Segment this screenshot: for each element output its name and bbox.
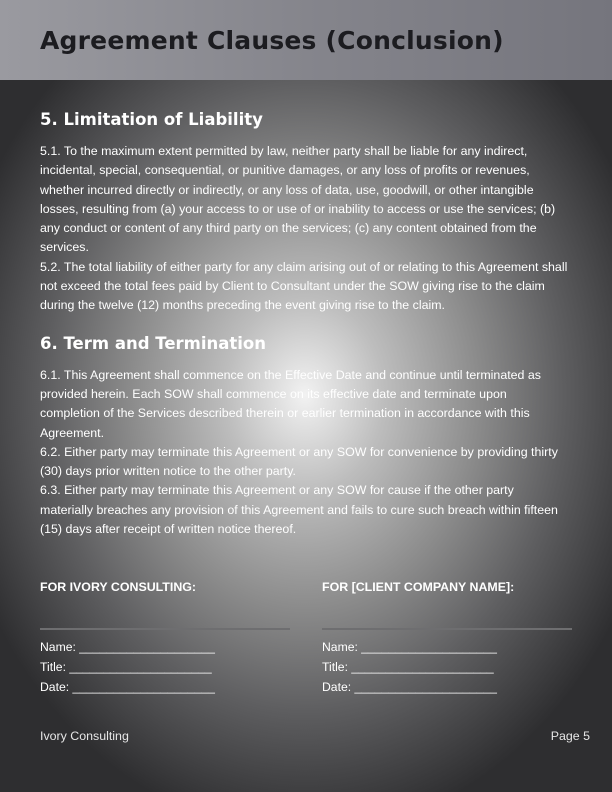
clause-6-2: 6.2. Either party may terminate this Agreement or any SOW for convenience by providing thirty (30) days prior written notice to the other party. (40, 444, 558, 479)
section-heading: 5. Limitation of Liability (40, 110, 263, 129)
page-header (0, 0, 612, 80)
clause-6-3: 6.3. Either party may terminate this Agreement or any SOW for cause if the other party materially breaches any provision of this Agreement and fails to cure such breach within fifteen (15) days after receipt of written notice thereof. (40, 483, 558, 537)
signature-client-company (322, 578, 572, 694)
signature-line (40, 628, 290, 630)
signature-ivory-consulting (40, 578, 290, 694)
footer-company: Ivory Consulting (40, 729, 129, 743)
clause-5-2: 5.2. The total liability of either party for any claim arising out of or relating to this Agreement shall not exceed the total fees paid by Client to Consultant under the SOW giving rise to the claim during the twelve (12) months preceding the event giving rise to the claim. (40, 259, 568, 313)
section-limitation-of-liability (40, 108, 568, 316)
document-body (40, 108, 568, 555)
date-field: Date: _____________________ (322, 680, 497, 694)
clause-6-1: 6.1. This Agreement shall commence on the Effective Date and continue until terminated as provided herein. Each SOW shall commence on its effective date and terminate upon completion of the Services described therein or earlier termination in accordance with this Agreement. (40, 367, 541, 440)
title-field: Title: _____________________ (40, 660, 212, 674)
name-field: Name: ____________________ (322, 640, 497, 654)
date-field: Date: _____________________ (40, 680, 215, 694)
clause-5-1: 5.1. To the maximum extent permitted by law, neither party shall be liable for any indirect, incidental, special, consequential, or punitive damages, or any loss of profits or revenues, whether incurred directly or indirectly, or any loss of data, use, goodwill, or other intangible losses, resulting from (a) your access to or use of or inability to access or use the services; (b) any conduct or content of any third party on the services; (c) any content obtained from the services. (40, 144, 556, 255)
name-field: Name: ____________________ (40, 640, 215, 654)
title-field: Title: _____________________ (322, 660, 494, 674)
signature-heading: FOR [CLIENT COMPANY NAME]: (322, 580, 515, 594)
signature-line (322, 628, 572, 630)
signature-heading: FOR IVORY CONSULTING: (40, 580, 197, 594)
page-title: Agreement Clauses (Conclusion) (40, 26, 504, 55)
signature-fields (40, 637, 215, 697)
section-term-and-termination (40, 332, 568, 540)
section-heading: 6. Term and Termination (40, 333, 267, 353)
footer-page-number: Page 5 (550, 729, 590, 743)
signature-fields (322, 637, 497, 697)
